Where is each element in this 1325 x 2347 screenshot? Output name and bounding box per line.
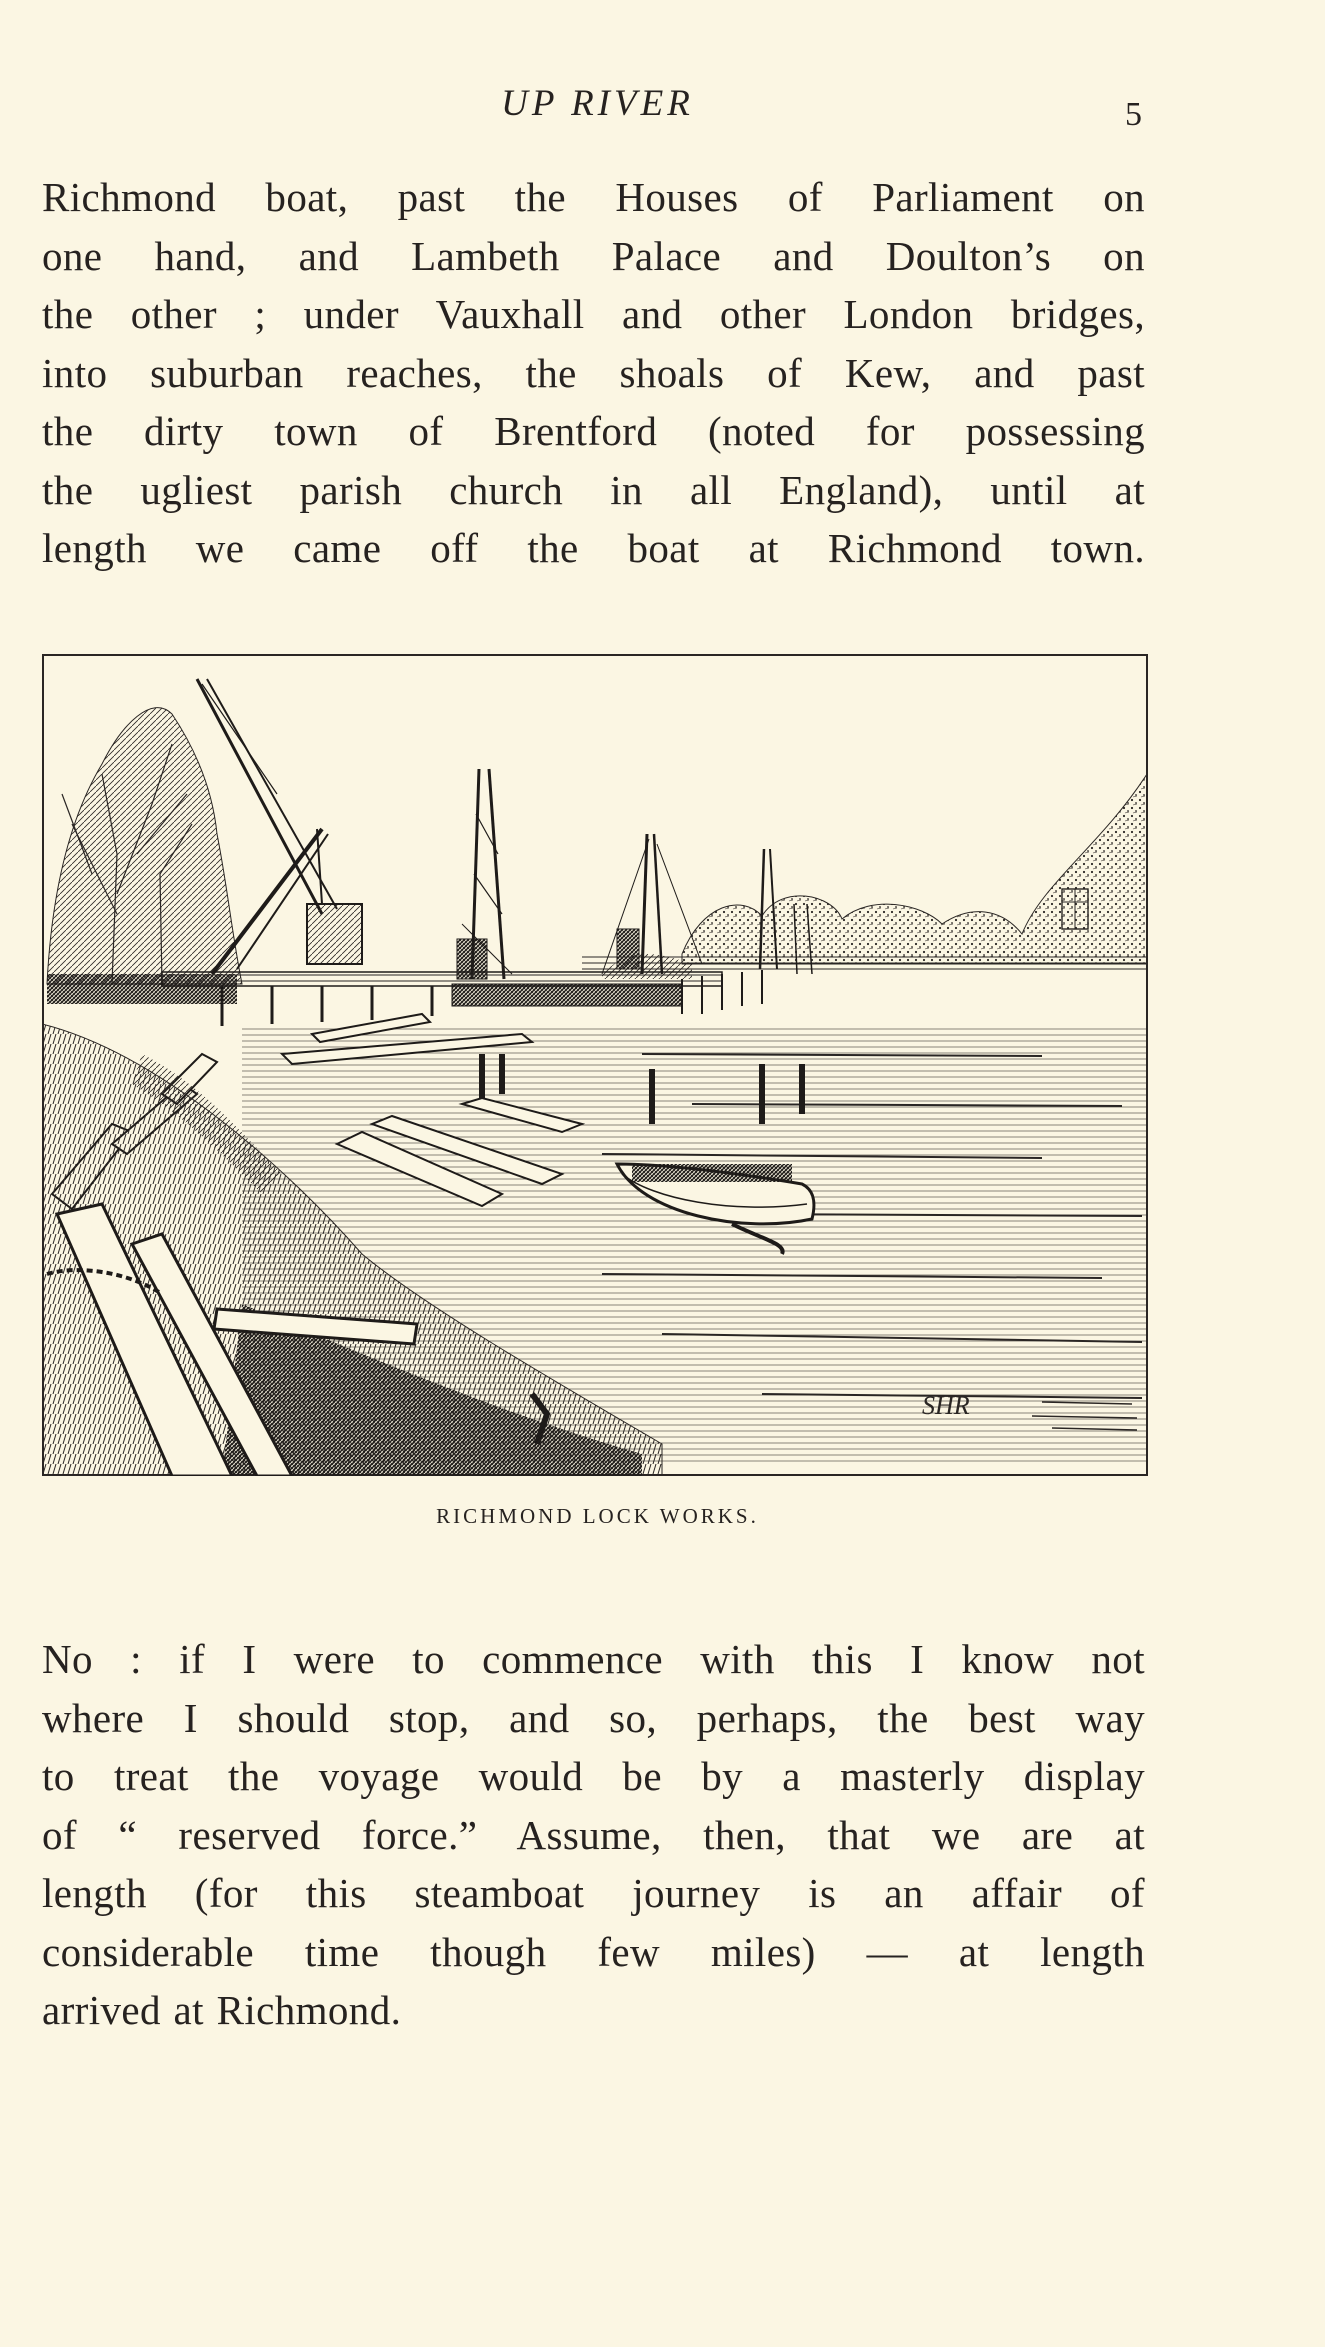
figure-caption: RICHMOND LOCK WORKS.	[436, 1504, 759, 1528]
text-line: length (for this steamboat journey is an affair of	[42, 1870, 1145, 1916]
text-line: one hand, and Lambeth Palace and Doulton’s on	[42, 232, 1145, 279]
engraving-richmond-lock-works	[42, 654, 1150, 1476]
running-title: UP RIVER	[501, 83, 694, 124]
text-line: Richmond boat, past the Houses of Parliament on	[42, 174, 1145, 220]
text-line: arrived at Richmond.	[42, 1987, 402, 2033]
text-line: length we came off the boat at Richmond town.	[42, 525, 1145, 571]
text-line: the dirty town of Brentford (noted for possessing	[42, 408, 1145, 454]
paragraph-1	[42, 168, 1145, 578]
text-line: of “ reserved force.” Assume, then, that we are at	[42, 1811, 1145, 1858]
text-line: No : if I were to commence with this I know not	[42, 1636, 1145, 1682]
page-number: 5	[1125, 96, 1142, 133]
paragraph-2	[42, 1630, 1145, 2040]
text-line: considerable time though few miles) — at length	[42, 1928, 1145, 1975]
text-line: the ugliest parish church in all England), until at	[42, 466, 1145, 513]
text-line: to treat the voyage would be by a masterly display	[42, 1753, 1145, 1799]
artist-monogram: SHR	[922, 1391, 970, 1420]
text-line: the other ; under Vauxhall and other London bridges,	[42, 291, 1145, 337]
text-line: where I should stop, and so, perhaps, the best way	[42, 1694, 1145, 1741]
text-line: into suburban reaches, the shoals of Kew, and past	[42, 349, 1145, 396]
